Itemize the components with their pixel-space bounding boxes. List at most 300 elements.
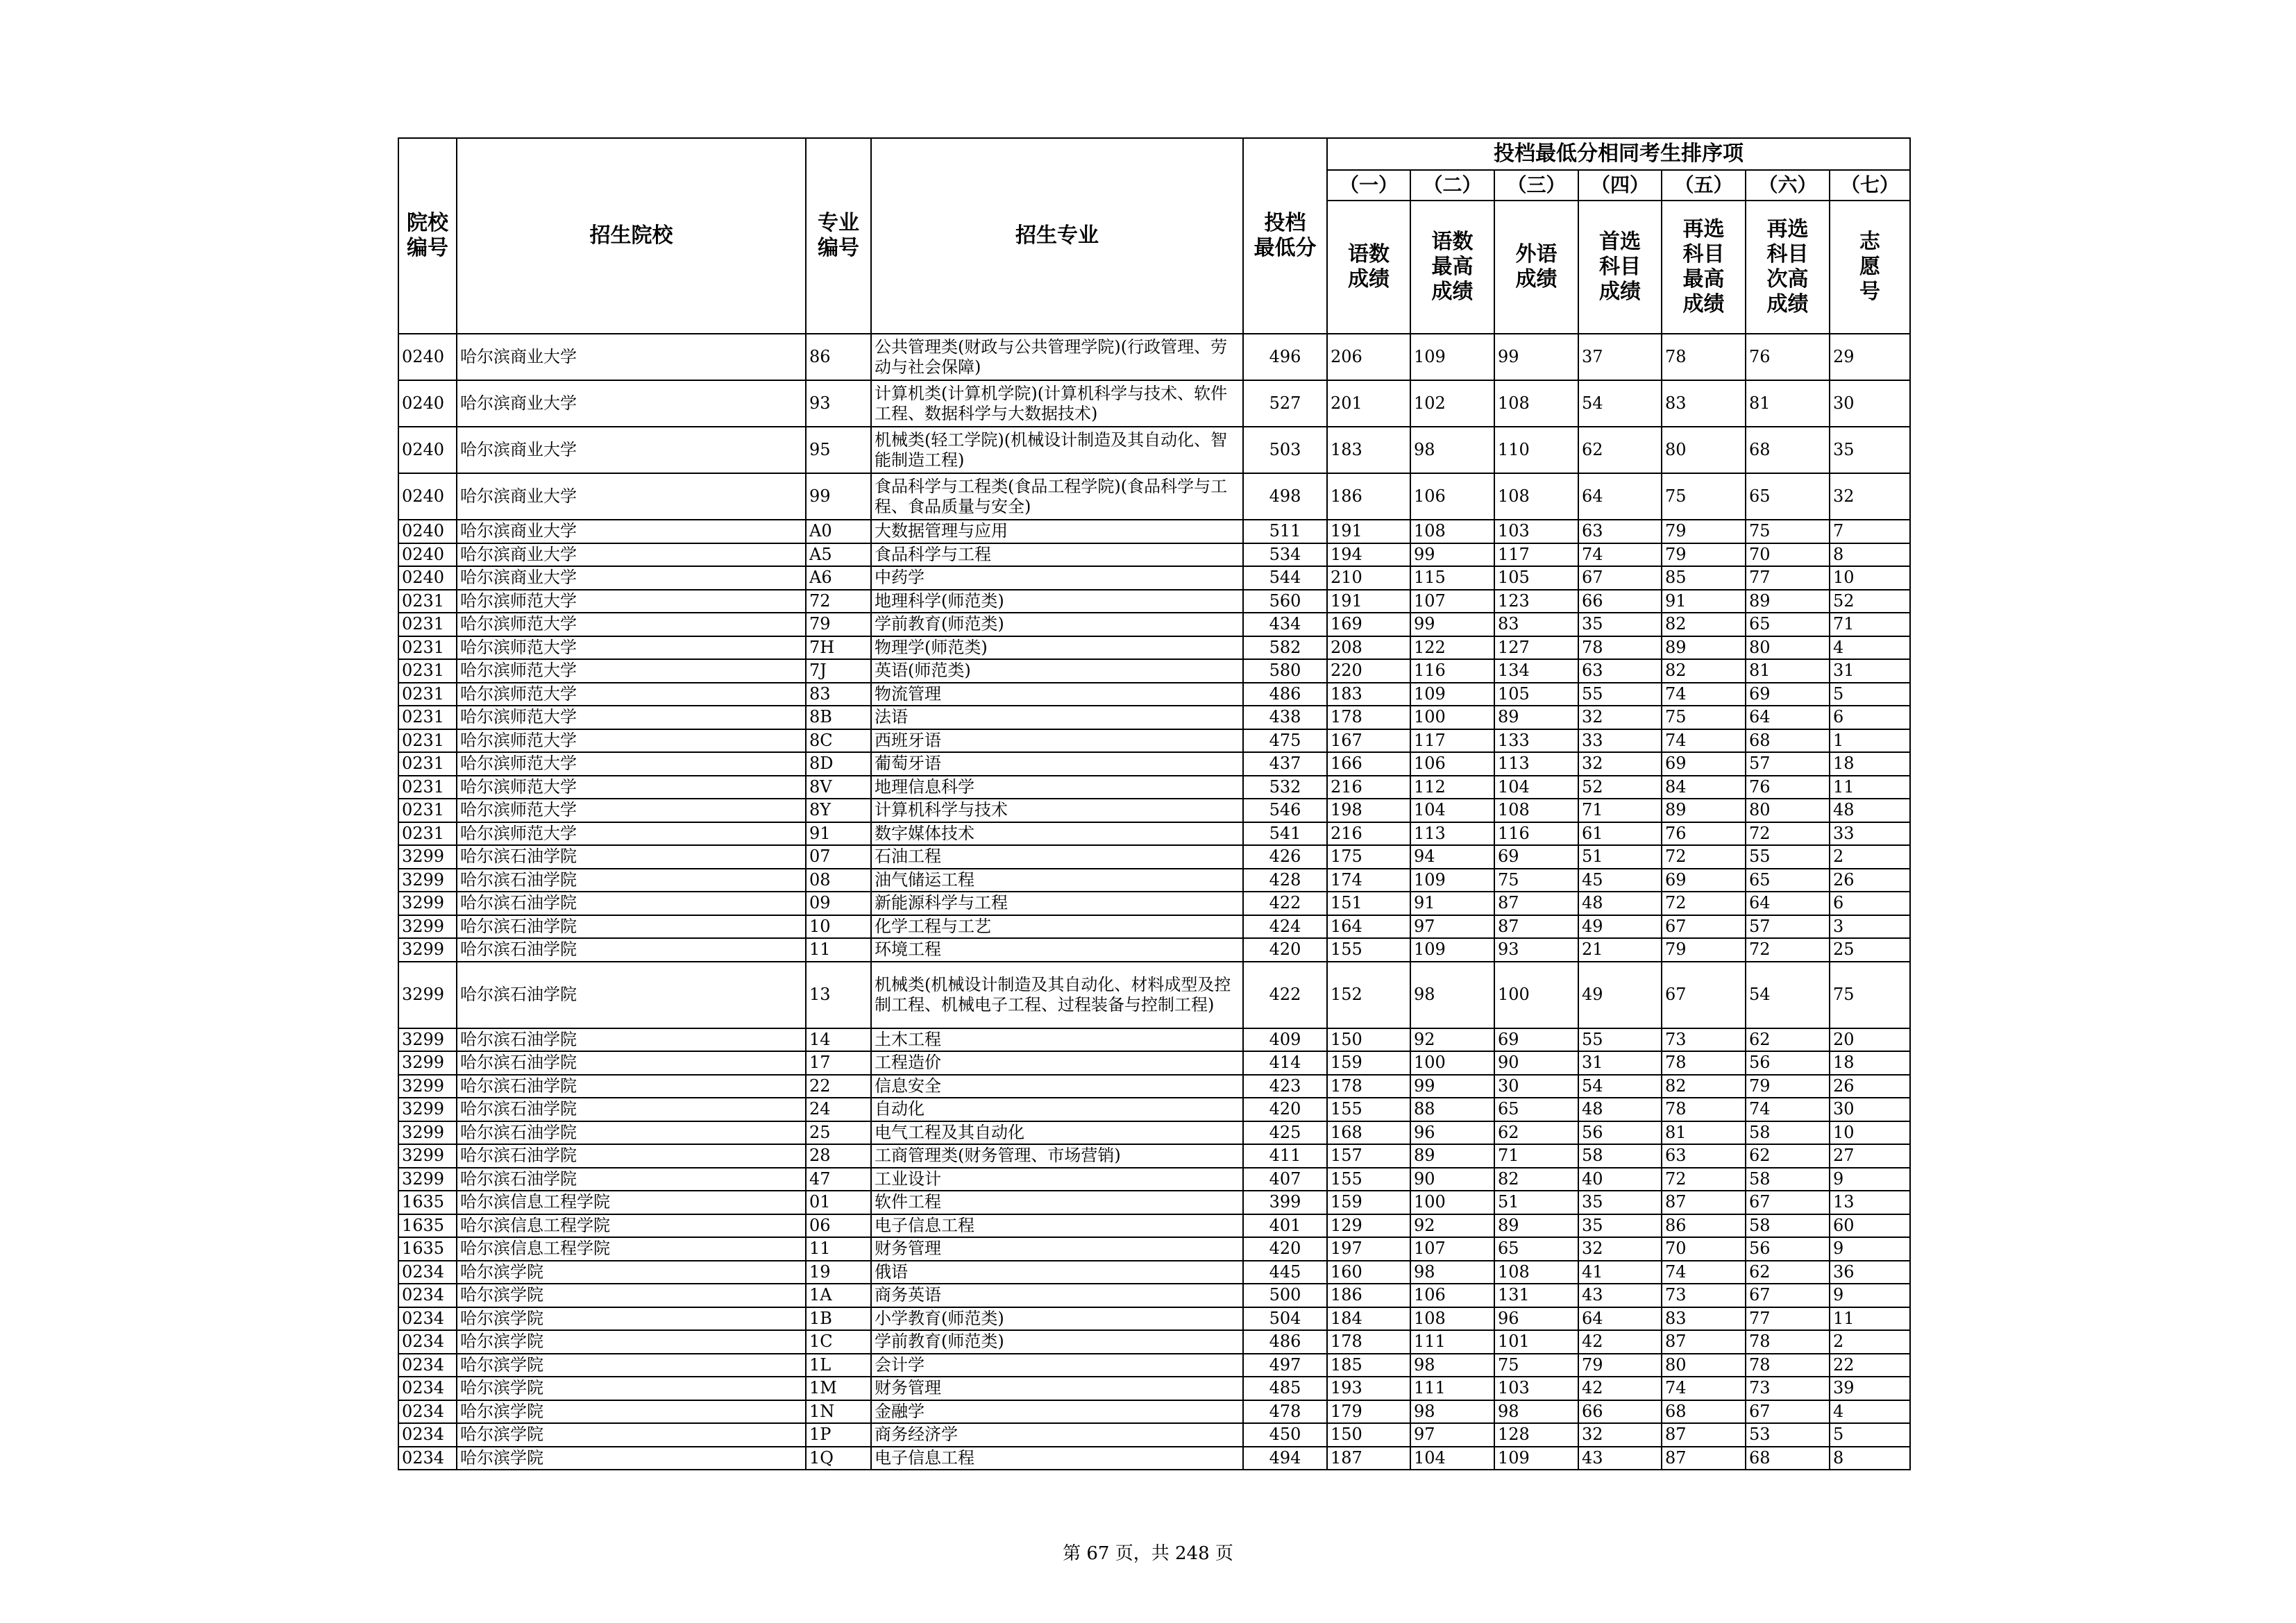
score-yushu: 208: [1327, 636, 1410, 660]
school-name: 哈尔滨师范大学: [457, 659, 806, 683]
school-code: 1635: [398, 1191, 457, 1214]
score-reselect-second: 80: [1746, 799, 1830, 822]
score-reselect-max: 73: [1662, 1284, 1746, 1307]
min-score: 580: [1243, 659, 1327, 683]
major-name: 机械类(轻工学院)(机械设计制造及其自动化、智能制造工程): [871, 427, 1243, 473]
table-row: [398, 543, 1910, 567]
major-code: 79: [806, 613, 871, 636]
score-reselect-second: 81: [1746, 380, 1830, 427]
score-reselect-max: 80: [1662, 427, 1746, 473]
min-score: 450: [1243, 1423, 1327, 1447]
score-foreign: 87: [1494, 915, 1578, 939]
score-yushu-max: 100: [1410, 1191, 1494, 1214]
score-first-subject: 74: [1578, 543, 1662, 567]
score-reselect-max: 68: [1662, 1400, 1746, 1424]
school-code: 3299: [398, 845, 457, 869]
school-code: 0234: [398, 1423, 457, 1447]
score-yushu: 169: [1327, 613, 1410, 636]
score-yushu-max: 112: [1410, 776, 1494, 799]
major-name: 食品科学与工程类(食品工程学院)(食品科学与工程、食品质量与安全): [871, 473, 1243, 520]
school-code: 0231: [398, 659, 457, 683]
major-name: 大数据管理与应用: [871, 520, 1243, 543]
score-reselect-max: 76: [1662, 822, 1746, 846]
major-code: 06: [806, 1214, 871, 1238]
score-yushu-max: 104: [1410, 1447, 1494, 1470]
school-name: 哈尔滨师范大学: [457, 822, 806, 846]
preference-no: 75: [1830, 962, 1910, 1028]
col-school-code: 院校 编号: [398, 138, 457, 334]
school-name: 哈尔滨商业大学: [457, 566, 806, 590]
table-row: [398, 1191, 1910, 1214]
preference-no: 4: [1830, 636, 1910, 660]
score-yushu-max: 98: [1410, 427, 1494, 473]
score-yushu-max: 107: [1410, 590, 1494, 613]
score-foreign: 133: [1494, 729, 1578, 753]
major-name: 物流管理: [871, 683, 1243, 706]
school-name: 哈尔滨石油学院: [457, 1098, 806, 1121]
preference-no: 30: [1830, 380, 1910, 427]
school-code: 3299: [398, 1144, 457, 1168]
score-foreign: 62: [1494, 1121, 1578, 1145]
table-row: [398, 590, 1910, 613]
major-code: 07: [806, 845, 871, 869]
score-foreign: 128: [1494, 1423, 1578, 1447]
score-yushu: 168: [1327, 1121, 1410, 1145]
school-name: 哈尔滨石油学院: [457, 1075, 806, 1098]
school-name: 哈尔滨学院: [457, 1330, 806, 1354]
table-row: [398, 1144, 1910, 1168]
score-foreign: 83: [1494, 613, 1578, 636]
score-yushu: 166: [1327, 752, 1410, 776]
score-yushu: 179: [1327, 1400, 1410, 1424]
major-name: 计算机科学与技术: [871, 799, 1243, 822]
major-name: 学前教育(师范类): [871, 1330, 1243, 1354]
min-score: 496: [1243, 334, 1327, 380]
score-yushu-max: 106: [1410, 473, 1494, 520]
score-foreign: 71: [1494, 1144, 1578, 1168]
school-name: 哈尔滨师范大学: [457, 590, 806, 613]
score-yushu-max: 109: [1410, 869, 1494, 892]
tie-col-label: 志 愿 号: [1830, 201, 1910, 334]
score-reselect-max: 74: [1662, 683, 1746, 706]
preference-no: 3: [1830, 915, 1910, 939]
table-row: [398, 869, 1910, 892]
score-yushu: 155: [1327, 938, 1410, 962]
score-foreign: 113: [1494, 752, 1578, 776]
score-reselect-second: 65: [1746, 473, 1830, 520]
table-row: [398, 1028, 1910, 1052]
score-yushu: 178: [1327, 1075, 1410, 1098]
major-name: 工业设计: [871, 1168, 1243, 1191]
major-code: 8C: [806, 729, 871, 753]
major-code: 95: [806, 427, 871, 473]
table-row: [398, 1098, 1910, 1121]
school-code: 0234: [398, 1447, 457, 1470]
major-name: 石油工程: [871, 845, 1243, 869]
table-row: [398, 334, 1910, 380]
score-reselect-second: 81: [1746, 659, 1830, 683]
score-reselect-max: 72: [1662, 892, 1746, 915]
major-code: 17: [806, 1051, 871, 1075]
table-row: [398, 1354, 1910, 1377]
score-foreign: 65: [1494, 1098, 1578, 1121]
score-first-subject: 48: [1578, 1098, 1662, 1121]
score-yushu: 155: [1327, 1168, 1410, 1191]
preference-no: 52: [1830, 590, 1910, 613]
score-yushu-max: 100: [1410, 706, 1494, 729]
score-reselect-second: 77: [1746, 1307, 1830, 1331]
score-yushu-max: 109: [1410, 938, 1494, 962]
score-yushu-max: 97: [1410, 915, 1494, 939]
school-code: 0231: [398, 706, 457, 729]
score-reselect-second: 69: [1746, 683, 1830, 706]
score-yushu: 178: [1327, 706, 1410, 729]
score-yushu-max: 109: [1410, 334, 1494, 380]
preference-no: 35: [1830, 427, 1910, 473]
score-foreign: 127: [1494, 636, 1578, 660]
score-yushu: 216: [1327, 822, 1410, 846]
table-row: [398, 683, 1910, 706]
score-foreign: 90: [1494, 1051, 1578, 1075]
score-yushu-max: 94: [1410, 845, 1494, 869]
school-code: 3299: [398, 1075, 457, 1098]
school-code: 0231: [398, 776, 457, 799]
school-code: 0231: [398, 729, 457, 753]
score-reselect-max: 72: [1662, 845, 1746, 869]
table-row: [398, 915, 1910, 939]
table-row: [398, 1307, 1910, 1331]
score-yushu: 183: [1327, 427, 1410, 473]
score-foreign: 82: [1494, 1168, 1578, 1191]
school-name: 哈尔滨师范大学: [457, 729, 806, 753]
score-yushu-max: 122: [1410, 636, 1494, 660]
score-foreign: 108: [1494, 799, 1578, 822]
table-row: [398, 1261, 1910, 1284]
score-yushu: 191: [1327, 590, 1410, 613]
school-code: 0234: [398, 1284, 457, 1307]
score-yushu-max: 111: [1410, 1377, 1494, 1400]
major-name: 食品科学与工程: [871, 543, 1243, 567]
major-name: 葡萄牙语: [871, 752, 1243, 776]
score-reselect-second: 57: [1746, 915, 1830, 939]
score-reselect-max: 82: [1662, 659, 1746, 683]
table-row: [398, 892, 1910, 915]
school-name: 哈尔滨师范大学: [457, 636, 806, 660]
min-score: 494: [1243, 1447, 1327, 1470]
score-first-subject: 78: [1578, 636, 1662, 660]
score-first-subject: 52: [1578, 776, 1662, 799]
major-name: 金融学: [871, 1400, 1243, 1424]
score-first-subject: 49: [1578, 915, 1662, 939]
major-code: 1N: [806, 1400, 871, 1424]
school-code: 0240: [398, 520, 457, 543]
major-code: 11: [806, 938, 871, 962]
score-yushu: 186: [1327, 473, 1410, 520]
score-yushu-max: 92: [1410, 1028, 1494, 1052]
score-yushu: 152: [1327, 962, 1410, 1028]
score-foreign: 103: [1494, 520, 1578, 543]
school-code: 3299: [398, 892, 457, 915]
school-code: 0234: [398, 1307, 457, 1331]
min-score: 409: [1243, 1028, 1327, 1052]
score-reselect-second: 62: [1746, 1028, 1830, 1052]
score-foreign: 30: [1494, 1075, 1578, 1098]
min-score: 503: [1243, 427, 1327, 473]
score-first-subject: 35: [1578, 613, 1662, 636]
col-major-name: 招生专业: [871, 138, 1243, 334]
score-reselect-second: 62: [1746, 1261, 1830, 1284]
tie-col-label: 首选 科目 成绩: [1578, 201, 1662, 334]
major-name: 软件工程: [871, 1191, 1243, 1214]
table-row: [398, 822, 1910, 846]
tie-col-number: （四）: [1578, 170, 1662, 201]
score-first-subject: 49: [1578, 962, 1662, 1028]
score-reselect-second: 55: [1746, 845, 1830, 869]
table-row: [398, 1423, 1910, 1447]
score-reselect-max: 84: [1662, 776, 1746, 799]
tie-col-number: （一）: [1327, 170, 1410, 201]
preference-no: 26: [1830, 869, 1910, 892]
score-yushu: 197: [1327, 1237, 1410, 1261]
school-code: 0234: [398, 1354, 457, 1377]
school-name: 哈尔滨商业大学: [457, 334, 806, 380]
school-name: 哈尔滨商业大学: [457, 380, 806, 427]
school-code: 0234: [398, 1400, 457, 1424]
score-foreign: 51: [1494, 1191, 1578, 1214]
school-name: 哈尔滨学院: [457, 1400, 806, 1424]
score-reselect-second: 73: [1746, 1377, 1830, 1400]
major-code: 08: [806, 869, 871, 892]
table-row: [398, 613, 1910, 636]
score-first-subject: 79: [1578, 1354, 1662, 1377]
min-score: 475: [1243, 729, 1327, 753]
preference-no: 4: [1830, 1400, 1910, 1424]
tie-col-label: 语数 成绩: [1327, 201, 1410, 334]
score-yushu-max: 92: [1410, 1214, 1494, 1238]
score-reselect-max: 73: [1662, 1028, 1746, 1052]
min-score: 428: [1243, 869, 1327, 892]
major-code: 1L: [806, 1354, 871, 1377]
score-reselect-second: 56: [1746, 1051, 1830, 1075]
score-foreign: 99: [1494, 334, 1578, 380]
score-first-subject: 33: [1578, 729, 1662, 753]
score-yushu-max: 99: [1410, 613, 1494, 636]
preference-no: 20: [1830, 1028, 1910, 1052]
table-row: [398, 1168, 1910, 1191]
preference-no: 22: [1830, 1354, 1910, 1377]
score-foreign: 103: [1494, 1377, 1578, 1400]
school-code: 3299: [398, 962, 457, 1028]
table-row: [398, 566, 1910, 590]
school-name: 哈尔滨商业大学: [457, 473, 806, 520]
major-code: 10: [806, 915, 871, 939]
score-reselect-second: 67: [1746, 1284, 1830, 1307]
preference-no: 5: [1830, 683, 1910, 706]
school-name: 哈尔滨信息工程学院: [457, 1214, 806, 1238]
school-name: 哈尔滨信息工程学院: [457, 1237, 806, 1261]
preference-no: 27: [1830, 1144, 1910, 1168]
score-reselect-max: 78: [1662, 1098, 1746, 1121]
min-score: 434: [1243, 613, 1327, 636]
score-first-subject: 62: [1578, 427, 1662, 473]
score-first-subject: 32: [1578, 1423, 1662, 1447]
major-code: 13: [806, 962, 871, 1028]
table-row: [398, 1447, 1910, 1470]
major-name: 数字媒体技术: [871, 822, 1243, 846]
col-min-score: 投档 最低分: [1243, 138, 1327, 334]
school-name: 哈尔滨石油学院: [457, 1121, 806, 1145]
score-first-subject: 32: [1578, 1237, 1662, 1261]
min-score: 420: [1243, 938, 1327, 962]
preference-no: 32: [1830, 473, 1910, 520]
score-first-subject: 41: [1578, 1261, 1662, 1284]
score-yushu: 155: [1327, 1098, 1410, 1121]
score-reselect-second: 70: [1746, 543, 1830, 567]
min-score: 498: [1243, 473, 1327, 520]
school-code: 3299: [398, 1168, 457, 1191]
score-reselect-max: 91: [1662, 590, 1746, 613]
major-code: 7J: [806, 659, 871, 683]
preference-no: 2: [1830, 1330, 1910, 1354]
preference-no: 9: [1830, 1168, 1910, 1191]
major-code: 1M: [806, 1377, 871, 1400]
min-score: 407: [1243, 1168, 1327, 1191]
school-name: 哈尔滨师范大学: [457, 683, 806, 706]
score-foreign: 105: [1494, 683, 1578, 706]
school-name: 哈尔滨学院: [457, 1423, 806, 1447]
score-first-subject: 43: [1578, 1284, 1662, 1307]
score-foreign: 87: [1494, 892, 1578, 915]
major-code: 01: [806, 1191, 871, 1214]
table-row: [398, 473, 1910, 520]
score-first-subject: 63: [1578, 659, 1662, 683]
score-foreign: 101: [1494, 1330, 1578, 1354]
score-yushu: 186: [1327, 1284, 1410, 1307]
table-row: [398, 659, 1910, 683]
score-yushu-max: 106: [1410, 1284, 1494, 1307]
school-code: 0231: [398, 613, 457, 636]
school-name: 哈尔滨学院: [457, 1447, 806, 1470]
score-reselect-second: 78: [1746, 1354, 1830, 1377]
score-yushu: 164: [1327, 915, 1410, 939]
score-yushu-max: 102: [1410, 380, 1494, 427]
major-name: 环境工程: [871, 938, 1243, 962]
score-first-subject: 66: [1578, 590, 1662, 613]
tie-col-label: 再选 科目 次高 成绩: [1746, 201, 1830, 334]
min-score: 544: [1243, 566, 1327, 590]
score-first-subject: 32: [1578, 706, 1662, 729]
major-code: 99: [806, 473, 871, 520]
tie-col-label: 语数 最高 成绩: [1410, 201, 1494, 334]
score-yushu: 159: [1327, 1051, 1410, 1075]
major-code: 1A: [806, 1284, 871, 1307]
score-reselect-second: 57: [1746, 752, 1830, 776]
score-reselect-max: 87: [1662, 1423, 1746, 1447]
major-name: 英语(师范类): [871, 659, 1243, 683]
school-name: 哈尔滨石油学院: [457, 938, 806, 962]
preference-no: 9: [1830, 1237, 1910, 1261]
score-yushu-max: 100: [1410, 1051, 1494, 1075]
tie-col-number: （二）: [1410, 170, 1494, 201]
score-reselect-max: 89: [1662, 799, 1746, 822]
min-score: 497: [1243, 1354, 1327, 1377]
table-row: [398, 962, 1910, 1028]
school-code: 0240: [398, 380, 457, 427]
score-reselect-max: 63: [1662, 1144, 1746, 1168]
tie-col-number: （三）: [1494, 170, 1578, 201]
score-reselect-second: 76: [1746, 776, 1830, 799]
table-row: [398, 1121, 1910, 1145]
min-score: 546: [1243, 799, 1327, 822]
score-reselect-max: 75: [1662, 473, 1746, 520]
major-code: 22: [806, 1075, 871, 1098]
major-code: 8D: [806, 752, 871, 776]
major-code: 24: [806, 1098, 871, 1121]
table-row: [398, 1400, 1910, 1424]
score-foreign: 108: [1494, 473, 1578, 520]
score-reselect-max: 67: [1662, 915, 1746, 939]
score-reselect-max: 69: [1662, 869, 1746, 892]
major-name: 俄语: [871, 1261, 1243, 1284]
school-code: 0231: [398, 590, 457, 613]
score-first-subject: 37: [1578, 334, 1662, 380]
table-row: [398, 1214, 1910, 1238]
school-name: 哈尔滨师范大学: [457, 613, 806, 636]
table-row: [398, 752, 1910, 776]
school-name: 哈尔滨石油学院: [457, 1051, 806, 1075]
major-name: 法语: [871, 706, 1243, 729]
table-row: [398, 776, 1910, 799]
major-code: A0: [806, 520, 871, 543]
major-name: 计算机类(计算机学院)(计算机科学与技术、软件工程、数据科学与大数据技术): [871, 380, 1243, 427]
preference-no: 18: [1830, 752, 1910, 776]
table-row: [398, 1284, 1910, 1307]
major-name: 电子信息工程: [871, 1447, 1243, 1470]
school-name: 哈尔滨师范大学: [457, 776, 806, 799]
score-yushu: 206: [1327, 334, 1410, 380]
school-code: 0231: [398, 752, 457, 776]
major-name: 油气储运工程: [871, 869, 1243, 892]
score-foreign: 89: [1494, 1214, 1578, 1238]
major-name: 公共管理类(财政与公共管理学院)(行政管理、劳动与社会保障): [871, 334, 1243, 380]
major-code: 1B: [806, 1307, 871, 1331]
school-code: 3299: [398, 1028, 457, 1052]
score-yushu: 159: [1327, 1191, 1410, 1214]
preference-no: 33: [1830, 822, 1910, 846]
score-yushu: 201: [1327, 380, 1410, 427]
major-code: 7H: [806, 636, 871, 660]
col-major-code: 专业 编号: [806, 138, 871, 334]
preference-no: 13: [1830, 1191, 1910, 1214]
preference-no: 26: [1830, 1075, 1910, 1098]
major-code: 09: [806, 892, 871, 915]
score-yushu-max: 107: [1410, 1237, 1494, 1261]
major-name: 商务经济学: [871, 1423, 1243, 1447]
score-yushu: 157: [1327, 1144, 1410, 1168]
score-reselect-second: 56: [1746, 1237, 1830, 1261]
preference-no: 11: [1830, 1307, 1910, 1331]
major-code: 28: [806, 1144, 871, 1168]
score-first-subject: 55: [1578, 1028, 1662, 1052]
score-reselect-max: 78: [1662, 334, 1746, 380]
score-first-subject: 55: [1578, 683, 1662, 706]
min-score: 438: [1243, 706, 1327, 729]
tie-col-number: （五）: [1662, 170, 1746, 201]
major-code: 19: [806, 1261, 871, 1284]
school-code: 3299: [398, 1098, 457, 1121]
page-footer: 第 67 页，共 248 页: [1063, 1543, 1233, 1564]
min-score: 425: [1243, 1121, 1327, 1145]
